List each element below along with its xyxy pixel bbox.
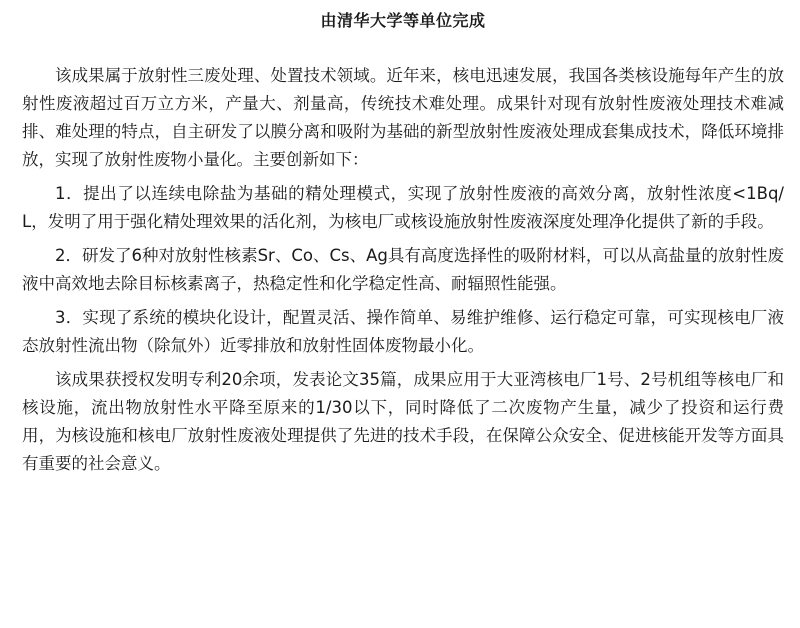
- paragraph-intro: 该成果属于放射性三废处理、处置技术领域。近年来，核电迅速发展，我国各类核设施每年产生的放射性废液超过百万立方米，产量大、剂量高，传统技术难处理。成果针对现有放射性废液处理技术难减排、难处理的特点，自主研发了以膜分离和吸附为基础的新型放射性废液处理成套集成技术，降低环境排放，实现了放射性废物小量化。主要创新如下：: [22, 66, 784, 169]
- paragraph-conclusion: 该成果获授权发明专利20余项，发表论文35篇，成果应用于大亚湾核电厂1号、2号机组等核电厂和核设施，流出物放射性水平降至原来的1/30以下，同时降低了二次废物产生量，减少了投资和运行费用，为核设施和核电厂放射性废液处理提供了先进的技术手段，在保障公众安全、促进核能开发等方面具有重要的社会意义。: [22, 370, 784, 473]
- paragraph-innovation-3: 3．实现了系统的模块化设计，配置灵活、操作简单、易维护维修、运行稳定可靠，可实现核电厂液态放射性流出物（除氚外）近零排放和放射性固体废物最小化。: [22, 308, 784, 355]
- document-title: 由清华大学等单位完成: [320, 11, 486, 30]
- document-page: [22, 8, 784, 484]
- paragraph-innovation-2: 2．研发了6种对放射性核素Sr、Co、Cs、Ag具有高度选择性的吸附材料，可以从高盐量的放射性废液中高效地去除目标核素离子，热稳定性和化学稳定性高、耐辐照性能强。: [22, 246, 784, 293]
- paragraph-innovation-1: 1．提出了以连续电除盐为基础的精处理模式，实现了放射性废液的高效分离，放射性浓度<1Bq/L，发明了用于强化精处理效果的活化剂，为核电厂或核设施放射性废液深度处理净化提供了新的手段。: [22, 184, 784, 231]
